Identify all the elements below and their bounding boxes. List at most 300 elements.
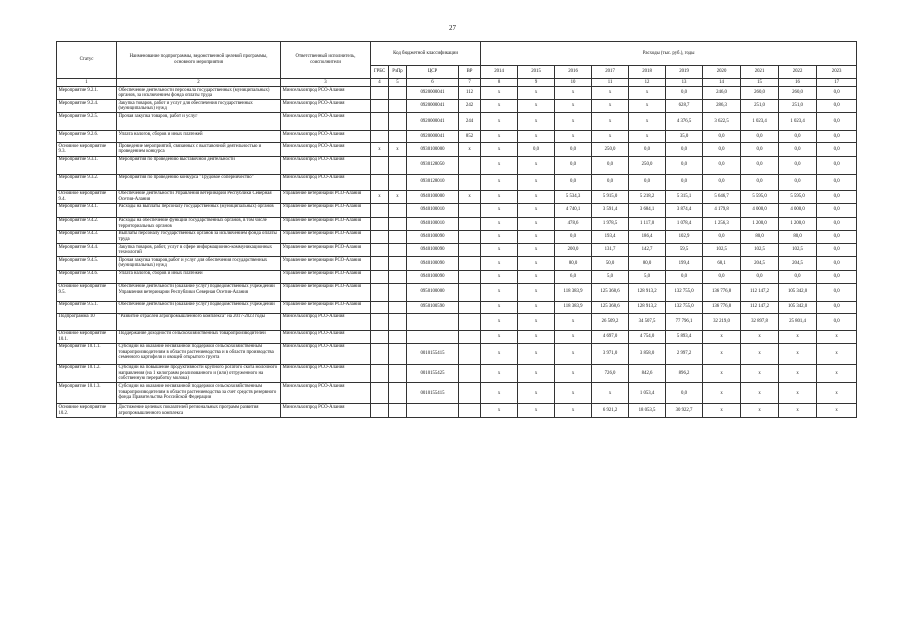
cell-executor: Минсельхозпрод РСО-Алания xyxy=(281,143,371,156)
cell-value: x xyxy=(481,100,518,113)
cell-name: Расходы на выплаты персоналу государственных (муниципальных) органов xyxy=(117,203,281,217)
cell-value: x xyxy=(555,87,592,100)
cell-value: 5 646,7 xyxy=(703,190,741,203)
cell-value: x xyxy=(592,383,629,404)
cell-status: Мероприятие 9.4.4. xyxy=(57,244,117,257)
cell-value: 5,0 xyxy=(629,270,666,283)
cell-value: 0,0 xyxy=(817,190,857,203)
cell-value: 5 218,2 xyxy=(629,190,666,203)
cell-value: 3 622,5 xyxy=(703,113,741,131)
cell-name: Уплата налогов, сборов и иных платежей xyxy=(117,270,281,283)
cell-value: x xyxy=(741,330,779,343)
cell-rzpr xyxy=(389,244,407,257)
cell-value: 105 342,0 xyxy=(779,301,817,313)
cell-value: 59,5 xyxy=(666,244,703,257)
cell-value: 0,0 xyxy=(779,131,817,143)
cell-value: 842,6 xyxy=(629,364,666,383)
cell-executor: Минсельхозпрод РСО-Алания xyxy=(281,113,371,131)
cell-value: 0,0 xyxy=(555,230,592,243)
cell-value: 0,0 xyxy=(666,87,703,100)
table-row xyxy=(57,190,857,203)
table-row xyxy=(57,203,857,217)
cell-status: Мероприятие 10.1.1. xyxy=(57,343,117,364)
cell-value: 628,7 xyxy=(666,100,703,113)
cell-value: x xyxy=(481,113,518,131)
cell-name: Уплата налогов, сборов и иных платежей xyxy=(117,131,281,143)
cell-value: x xyxy=(779,383,817,404)
cell-value: 250,0 xyxy=(629,156,666,174)
cell-value: 0,0 xyxy=(629,143,666,156)
cell-csr: 0940100090 xyxy=(407,257,459,270)
cell-executor: Минсельхозпрод РСО-Алания xyxy=(281,404,371,417)
table-row xyxy=(57,343,857,364)
header-executor: Ответственный исполнитель, соисполнители xyxy=(281,42,371,79)
cell-value: 0,0 xyxy=(518,143,555,156)
cell-value: 0,0 xyxy=(555,143,592,156)
column-number: 2 xyxy=(117,79,281,87)
table-row xyxy=(57,257,857,270)
cell-value: x xyxy=(518,383,555,404)
cell-value: 251,0 xyxy=(741,100,779,113)
cell-name: Мероприятия по проведению выставочной деятельности xyxy=(117,156,281,174)
cell-vr xyxy=(459,343,481,364)
column-number: 7 xyxy=(459,79,481,87)
cell-csr: 0950100000 xyxy=(407,283,459,301)
cell-value: x xyxy=(629,113,666,131)
table-row xyxy=(57,87,857,100)
cell-value: x xyxy=(518,270,555,283)
cell-grbs xyxy=(371,174,389,190)
cell-value: 50,0 xyxy=(592,257,629,270)
cell-grbs xyxy=(371,270,389,283)
cell-value: 26 509,2 xyxy=(592,313,629,330)
cell-vr: 244 xyxy=(459,113,481,131)
cell-value: x xyxy=(555,364,592,383)
cell-value: x xyxy=(518,190,555,203)
cell-value: x xyxy=(629,100,666,113)
cell-value: 5 534,3 xyxy=(555,190,592,203)
cell-value: x xyxy=(741,364,779,383)
cell-name: Закупка товаров, работ и услуг для обеспечения государственных (муниципальных) нужд xyxy=(117,100,281,113)
cell-value: 0,0 xyxy=(741,174,779,190)
cell-name: Субсидии на повышение продуктивности крупного рогатого скота молочного направления (на 1 килограмм реализованного и (или) отгруженного на собственную переработку молока) xyxy=(117,364,281,383)
cell-value: x xyxy=(481,156,518,174)
cell-value: 0,0 xyxy=(592,174,629,190)
cell-grbs: x xyxy=(371,143,389,156)
cell-value: 0,0 xyxy=(666,383,703,404)
cell-status: Основное мероприятие 10.2. xyxy=(57,404,117,417)
cell-value: x xyxy=(481,230,518,243)
cell-value: x xyxy=(817,383,857,404)
cell-value: 35,0 xyxy=(666,131,703,143)
cell-vr xyxy=(459,203,481,217)
cell-vr: 852 xyxy=(459,131,481,143)
cell-csr: 0940100010 xyxy=(407,203,459,217)
cell-value: 3 858,0 xyxy=(629,343,666,364)
column-number-row xyxy=(57,79,857,87)
cell-value: 0,0 xyxy=(703,174,741,190)
cell-value: x xyxy=(592,131,629,143)
cell-status: Основное мероприятие 9.5. xyxy=(57,283,117,301)
header-year: 2015 xyxy=(518,66,555,79)
cell-executor: Управление ветеринарии РСО-Алания xyxy=(281,190,371,203)
cell-vr xyxy=(459,257,481,270)
cell-value: 200,0 xyxy=(555,244,592,257)
cell-value: 6,0 xyxy=(555,270,592,283)
cell-value: x xyxy=(779,343,817,364)
column-number: 6 xyxy=(407,79,459,87)
cell-value: 131,7 xyxy=(592,244,629,257)
cell-name: Обеспечение деятельности Управления ветеринарии Республики Северная Осетия-Алания xyxy=(117,190,281,203)
header-year: 2021 xyxy=(741,66,779,79)
cell-grbs xyxy=(371,330,389,343)
cell-value: x xyxy=(518,217,555,230)
cell-status: Мероприятие 10.1.3. xyxy=(57,383,117,404)
cell-value: 1 023,4 xyxy=(779,113,817,131)
cell-grbs: x xyxy=(371,190,389,203)
cell-value: 0,0 xyxy=(666,143,703,156)
cell-value: 136 776,8 xyxy=(703,301,741,313)
cell-value: 0,0 xyxy=(817,217,857,230)
cell-value: 112 147,2 xyxy=(741,283,779,301)
cell-value: x xyxy=(555,343,592,364)
column-number: 3 xyxy=(281,79,371,87)
cell-value: 4 754,0 xyxy=(629,330,666,343)
column-number: 4 xyxy=(371,79,389,87)
cell-value: 136 776,8 xyxy=(703,283,741,301)
cell-value: x xyxy=(481,343,518,364)
cell-executor: Минсельхозпрод РСО-Алания xyxy=(281,100,371,113)
cell-value: 0,0 xyxy=(592,156,629,174)
cell-value: 0,0 xyxy=(629,174,666,190)
cell-status: Подпрограмма 10 xyxy=(57,313,117,330)
cell-grbs xyxy=(371,283,389,301)
table-row xyxy=(57,270,857,283)
cell-value: 0,0 xyxy=(703,270,741,283)
cell-vr xyxy=(459,301,481,313)
cell-grbs xyxy=(371,230,389,243)
table-row xyxy=(57,100,857,113)
cell-name: Обеспечение деятельности (оказание услуг) подведомственных учреждений xyxy=(117,301,281,313)
cell-vr xyxy=(459,364,481,383)
cell-rzpr xyxy=(389,113,407,131)
cell-executor: Минсельхозпрод РСО-Алания xyxy=(281,343,371,364)
cell-value: 0,0 xyxy=(817,131,857,143)
cell-status: Мероприятие 9.4.6. xyxy=(57,270,117,283)
cell-value: 0,0 xyxy=(555,174,592,190)
cell-name: "Развитие отраслей агропромышленного комплекса" на 2017-2023 годы xyxy=(117,313,281,330)
cell-value: x xyxy=(555,383,592,404)
cell-value: x xyxy=(481,217,518,230)
cell-value: 3 684,1 xyxy=(629,203,666,217)
table-row xyxy=(57,174,857,190)
cell-value: x xyxy=(481,257,518,270)
cell-value: x xyxy=(518,343,555,364)
cell-value: 1 078,4 xyxy=(666,217,703,230)
cell-value: 6 921,2 xyxy=(592,404,629,417)
cell-value: 0,0 xyxy=(703,230,741,243)
cell-value: x xyxy=(481,270,518,283)
cell-name: Прочая закупка товаров, работ и услуг xyxy=(117,113,281,131)
cell-value: 1 200,0 xyxy=(741,217,779,230)
cell-rzpr xyxy=(389,270,407,283)
cell-rzpr xyxy=(389,343,407,364)
cell-value: x xyxy=(481,313,518,330)
cell-status: Мероприятие 9.4.2. xyxy=(57,217,117,230)
cell-csr: 0920000041 xyxy=(407,113,459,131)
cell-value: x xyxy=(481,174,518,190)
column-number: 15 xyxy=(741,79,779,87)
cell-value: 102,5 xyxy=(703,244,741,257)
cell-value: 5 315,1 xyxy=(666,190,703,203)
column-number: 16 xyxy=(779,79,817,87)
cell-value: x xyxy=(703,364,741,383)
cell-value: x xyxy=(779,404,817,417)
cell-grbs xyxy=(371,113,389,131)
cell-value: 2 997,2 xyxy=(666,343,703,364)
header-year: 2014 xyxy=(481,66,518,79)
cell-value: 0,0 xyxy=(817,270,857,283)
cell-vr xyxy=(459,174,481,190)
cell-status: Основное мероприятие 10.1. xyxy=(57,330,117,343)
cell-value: x xyxy=(518,156,555,174)
cell-value: 0,0 xyxy=(817,283,857,301)
cell-rzpr xyxy=(389,330,407,343)
cell-value: x xyxy=(518,330,555,343)
cell-status: Мероприятие 9.5.1. xyxy=(57,301,117,313)
cell-value: 132 755,0 xyxy=(666,301,703,313)
cell-value: 250,0 xyxy=(592,143,629,156)
cell-value: x xyxy=(779,330,817,343)
cell-value: 204,5 xyxy=(779,257,817,270)
cell-value: 4 000,0 xyxy=(779,203,817,217)
cell-value: 1 978,5 xyxy=(592,217,629,230)
cell-value: x xyxy=(518,100,555,113)
table-row xyxy=(57,244,857,257)
cell-value: x xyxy=(518,244,555,257)
cell-executor: Управление ветеринарии РСО-Алания xyxy=(281,283,371,301)
cell-rzpr xyxy=(389,156,407,174)
cell-executor: Управление ветеринарии РСО-Алания xyxy=(281,270,371,283)
cell-grbs xyxy=(371,364,389,383)
table-row xyxy=(57,217,857,230)
cell-value: 260,0 xyxy=(741,87,779,100)
cell-value: 896,2 xyxy=(666,364,703,383)
cell-grbs xyxy=(371,383,389,404)
cell-rzpr xyxy=(389,131,407,143)
cell-value: 80,0 xyxy=(779,230,817,243)
header-year: 2020 xyxy=(703,66,741,79)
cell-grbs xyxy=(371,244,389,257)
cell-csr: 0010155415 xyxy=(407,343,459,364)
cell-name: Субсидии на оказание несвязанной поддержки сельскохозяйственным товаропроизводителям в области растениеводства за счет средств резервного фонда Правительства Российской Федерации xyxy=(117,383,281,404)
cell-value: 0,0 xyxy=(741,270,779,283)
cell-value: 0,0 xyxy=(741,156,779,174)
cell-value: 0,0 xyxy=(817,203,857,217)
cell-executor: Управление ветеринарии РСО-Алания xyxy=(281,257,371,270)
cell-value: 80,0 xyxy=(741,230,779,243)
cell-csr: 0920000041 xyxy=(407,131,459,143)
cell-csr xyxy=(407,330,459,343)
cell-executor: Минсельхозпрод РСО-Алания xyxy=(281,330,371,343)
cell-value: x xyxy=(518,230,555,243)
cell-vr: 242 xyxy=(459,100,481,113)
cell-value: 125 368,6 xyxy=(592,283,629,301)
cell-grbs xyxy=(371,313,389,330)
cell-vr xyxy=(459,313,481,330)
cell-name: Обеспечение деятельности персонала государственных (муниципальных) органов, за исключением фонда оплаты труда xyxy=(117,87,281,100)
cell-vr xyxy=(459,283,481,301)
cell-value: 246,0 xyxy=(703,87,741,100)
cell-value: 18 053,5 xyxy=(629,404,666,417)
cell-name: Мероприятия по проведению конкурса "Трудовое соперничество" xyxy=(117,174,281,190)
cell-value: x xyxy=(518,203,555,217)
cell-vr xyxy=(459,404,481,417)
cell-csr: 0010155415 xyxy=(407,383,459,404)
cell-rzpr xyxy=(389,257,407,270)
cell-grbs xyxy=(371,100,389,113)
header-csr: ЦСР xyxy=(407,66,459,79)
cell-csr: 0920000041 xyxy=(407,87,459,100)
cell-value: 80,0 xyxy=(629,257,666,270)
cell-vr xyxy=(459,230,481,243)
header-year: 2022 xyxy=(779,66,817,79)
cell-value: 30 922,7 xyxy=(666,404,703,417)
header-expenses: Расходы (тыс. руб.), годы xyxy=(481,42,857,66)
page-number: 27 xyxy=(449,24,456,32)
cell-vr xyxy=(459,244,481,257)
cell-vr: 112 xyxy=(459,87,481,100)
cell-status: Мероприятие 9.3.2. xyxy=(57,174,117,190)
column-number: 10 xyxy=(555,79,592,87)
cell-value: 286,3 xyxy=(703,100,741,113)
cell-value: 0,0 xyxy=(817,174,857,190)
column-number: 5 xyxy=(389,79,407,87)
cell-value: 0,0 xyxy=(779,143,817,156)
cell-value: 102,5 xyxy=(779,244,817,257)
cell-value: x xyxy=(518,364,555,383)
cell-value: 128 913,2 xyxy=(629,283,666,301)
table-row xyxy=(57,283,857,301)
cell-grbs xyxy=(371,301,389,313)
cell-value: 118 383,9 xyxy=(555,301,592,313)
table-row xyxy=(57,143,857,156)
cell-executor: Управление ветеринарии РСО-Алания xyxy=(281,217,371,230)
cell-value: 5 915,0 xyxy=(592,190,629,203)
cell-value: x xyxy=(817,330,857,343)
cell-executor: Управление ветеринарии РСО-Алания xyxy=(281,203,371,217)
cell-value: 0,0 xyxy=(817,313,857,330)
cell-value: x xyxy=(481,383,518,404)
cell-value: 128 913,2 xyxy=(629,301,666,313)
cell-grbs xyxy=(371,156,389,174)
cell-csr: 0010155425 xyxy=(407,364,459,383)
column-number: 8 xyxy=(481,79,518,87)
column-number: 11 xyxy=(592,79,629,87)
cell-value: x xyxy=(741,383,779,404)
cell-value: x xyxy=(817,404,857,417)
cell-value: 1 200,0 xyxy=(779,217,817,230)
cell-name: Поддержание доходности сельскохозяйственных товаропроизводителей xyxy=(117,330,281,343)
cell-value: 77 796,1 xyxy=(666,313,703,330)
header-grbs: ГРБС xyxy=(371,66,389,79)
cell-value: x xyxy=(592,87,629,100)
header-year: 2017 xyxy=(592,66,629,79)
cell-status: Основное мероприятие 9.3. xyxy=(57,143,117,156)
cell-grbs xyxy=(371,217,389,230)
cell-grbs xyxy=(371,87,389,100)
cell-value: 0,0 xyxy=(666,156,703,174)
cell-vr xyxy=(459,217,481,230)
cell-value: x xyxy=(518,257,555,270)
cell-value: x xyxy=(555,404,592,417)
cell-value: x xyxy=(779,364,817,383)
cell-value: 0,0 xyxy=(817,257,857,270)
cell-csr: 0940100090 xyxy=(407,270,459,283)
cell-value: x xyxy=(518,404,555,417)
cell-value: x xyxy=(481,190,518,203)
cell-value: x xyxy=(481,244,518,257)
cell-status: Мероприятие 9.2.4. xyxy=(57,100,117,113)
cell-value: 0,0 xyxy=(703,131,741,143)
cell-rzpr xyxy=(389,404,407,417)
cell-value: 5,0 xyxy=(592,270,629,283)
cell-value: x xyxy=(555,113,592,131)
cell-value: 0,0 xyxy=(703,156,741,174)
cell-value: x xyxy=(703,404,741,417)
cell-value: x xyxy=(817,364,857,383)
header-budget-code: Код бюджетной классификации xyxy=(371,42,481,66)
cell-value: x xyxy=(555,330,592,343)
cell-value: 5 595,0 xyxy=(741,190,779,203)
cell-rzpr: x xyxy=(389,143,407,156)
cell-csr: 0930128050 xyxy=(407,156,459,174)
column-number: 13 xyxy=(666,79,703,87)
cell-name: Прочая закупка товаров,работ и услуг для обеспечения государственных (муниципальных) нужд xyxy=(117,257,281,270)
cell-grbs xyxy=(371,203,389,217)
cell-value: x xyxy=(703,343,741,364)
expenses-table-wrapper xyxy=(56,41,856,418)
table-row xyxy=(57,156,857,174)
cell-vr: x xyxy=(459,190,481,203)
cell-grbs xyxy=(371,257,389,270)
cell-value: 25 801,4 xyxy=(779,313,817,330)
cell-status: Мероприятие 9.2.1. xyxy=(57,87,117,100)
cell-name: Выплаты персоналу государственных органов за исключением фонда оплаты труда xyxy=(117,230,281,243)
cell-value: x xyxy=(703,330,741,343)
header-year: 2019 xyxy=(666,66,703,79)
cell-value: 1 256,3 xyxy=(703,217,741,230)
cell-rzpr xyxy=(389,383,407,404)
header-year: 2016 xyxy=(555,66,592,79)
header-vr: ВР xyxy=(459,66,481,79)
cell-value: x xyxy=(481,203,518,217)
cell-status: Мероприятие 9.3.1. xyxy=(57,156,117,174)
cell-executor: Управление ветеринарии РСО-Алания xyxy=(281,244,371,257)
cell-value: 0,0 xyxy=(779,270,817,283)
cell-value: x xyxy=(555,313,592,330)
cell-value: 118 383,9 xyxy=(555,283,592,301)
cell-csr: 0920000041 xyxy=(407,100,459,113)
cell-value: 260,0 xyxy=(779,87,817,100)
cell-value: x xyxy=(518,301,555,313)
cell-value: 1 023,4 xyxy=(741,113,779,131)
cell-rzpr xyxy=(389,174,407,190)
cell-csr: 0940100090 xyxy=(407,244,459,257)
cell-value: 199,4 xyxy=(666,257,703,270)
cell-rzpr xyxy=(389,364,407,383)
expenses-table xyxy=(56,41,857,418)
